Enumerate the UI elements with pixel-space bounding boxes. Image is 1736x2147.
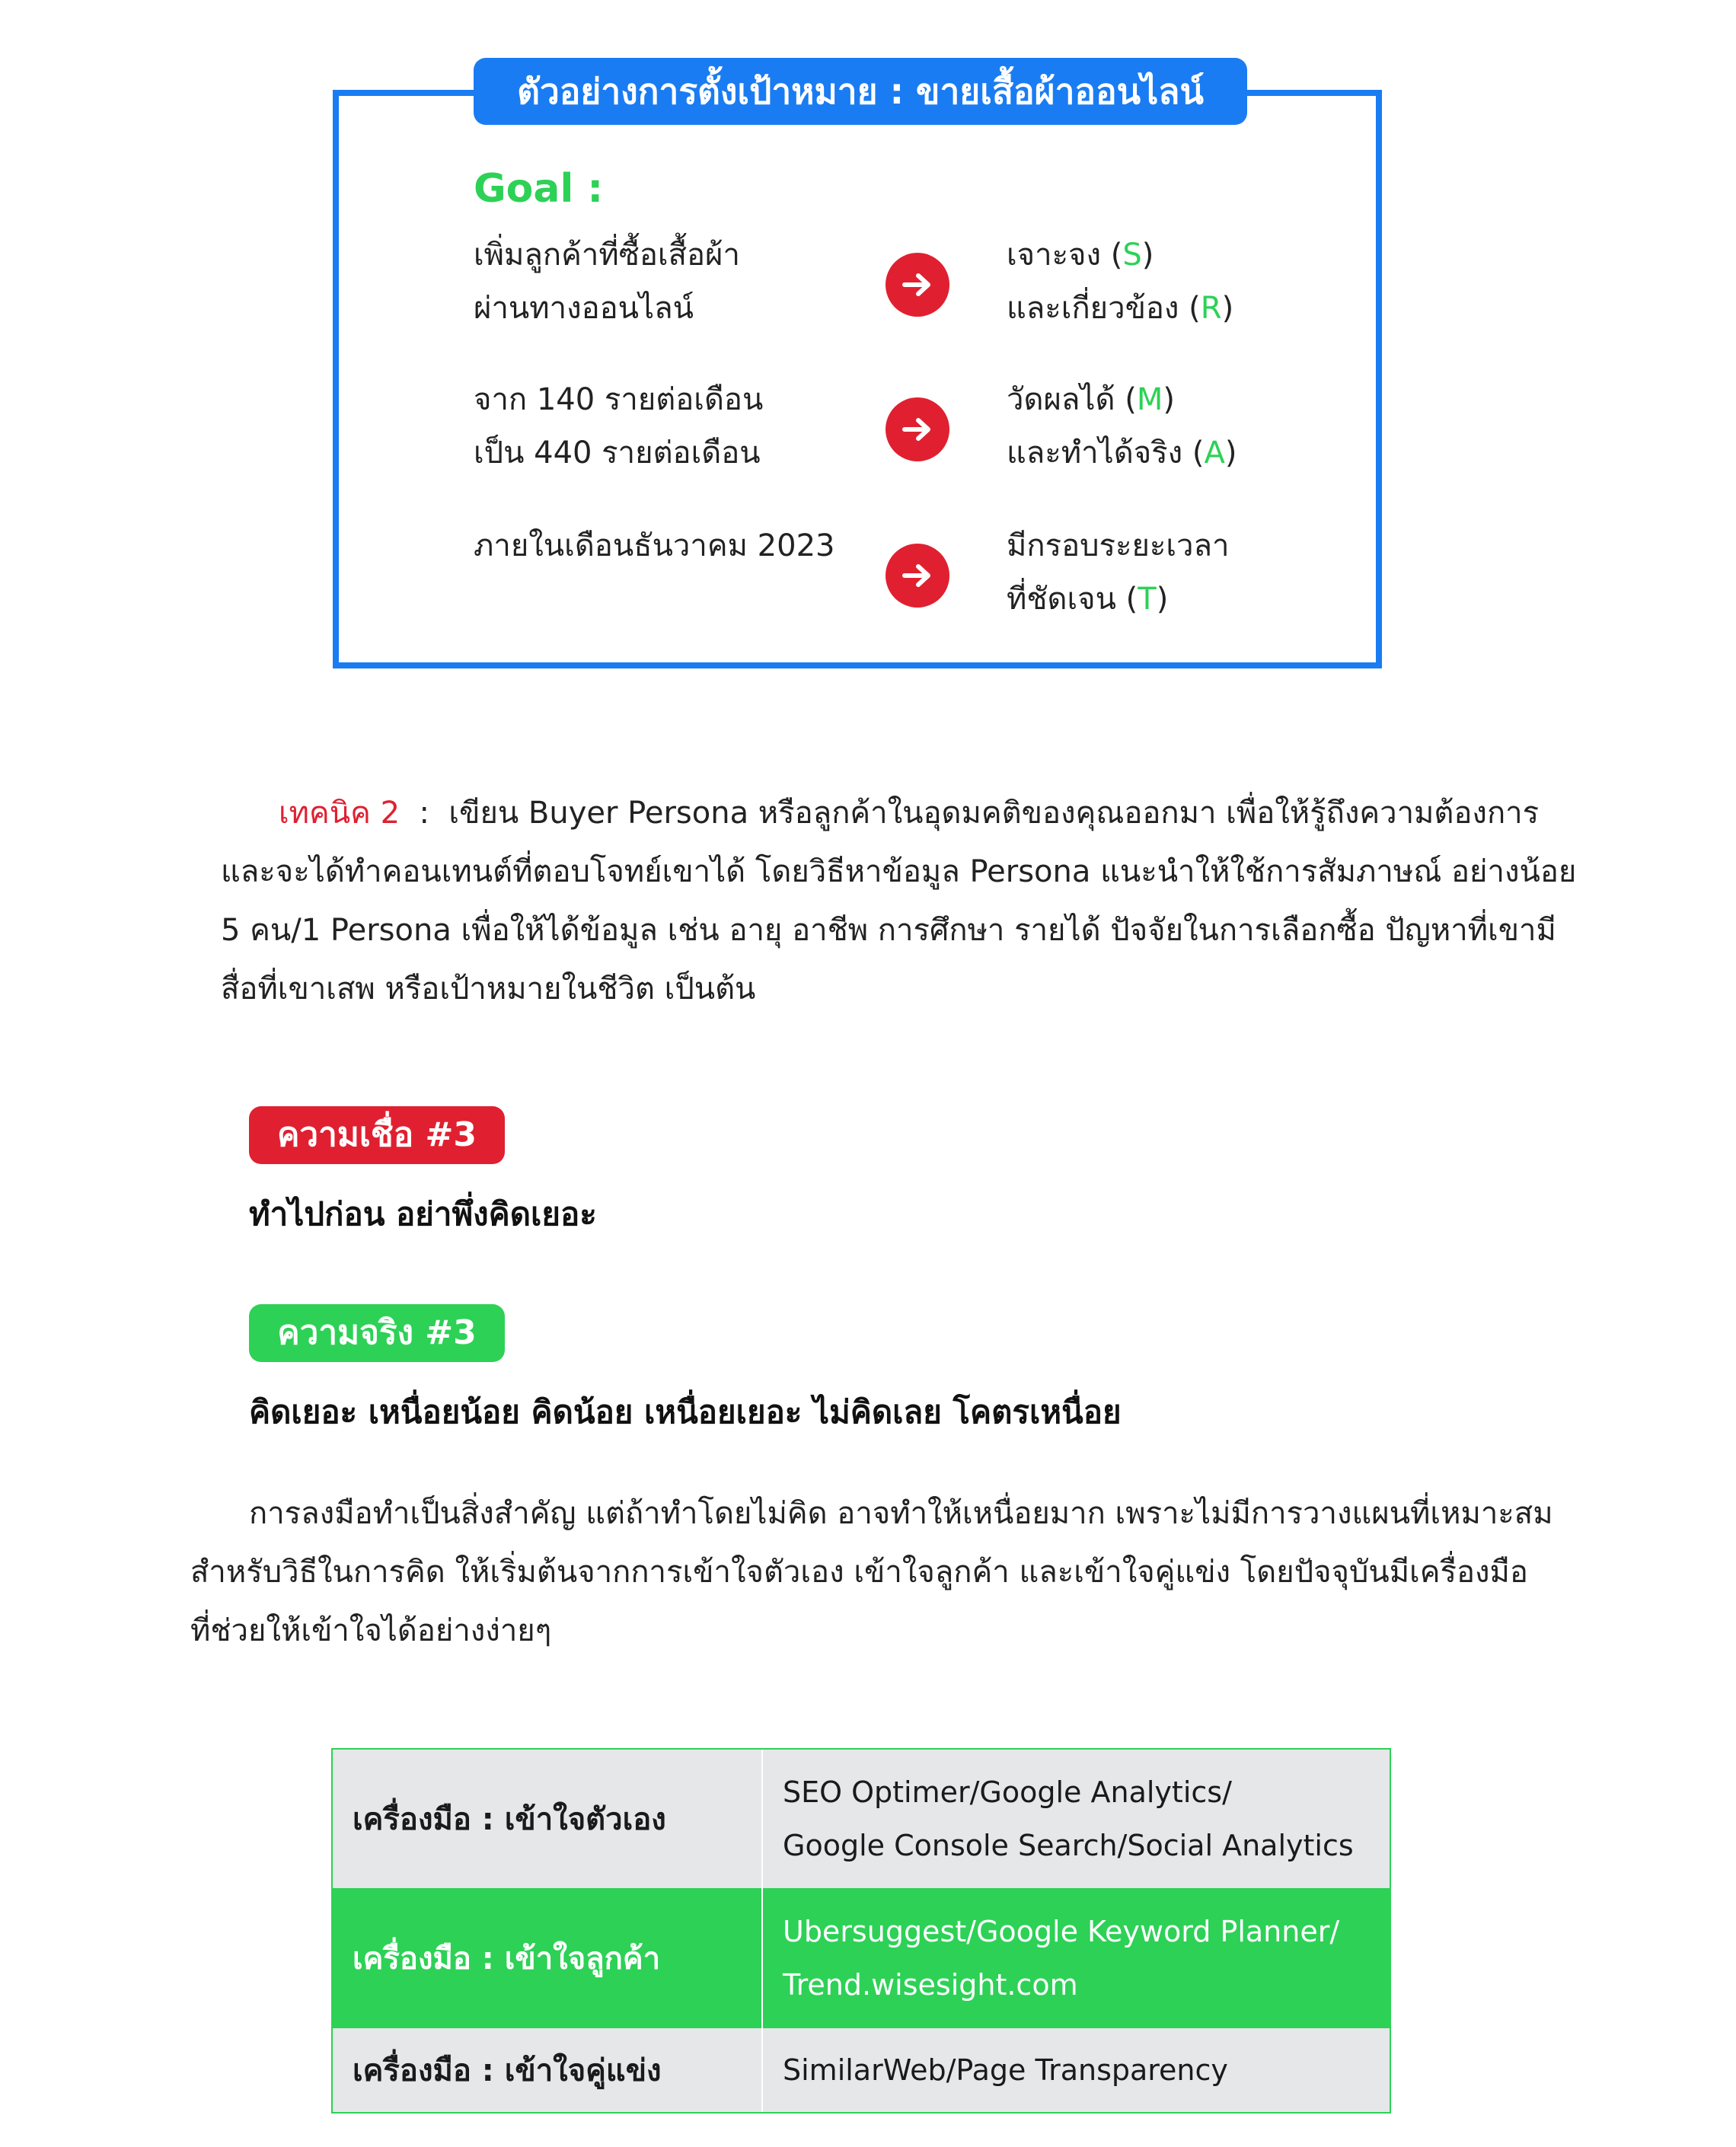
tool-category: เครื่องมือ : เข้าใจคู่แข่ง [333,2028,763,2112]
smart-letter: S [1122,238,1142,273]
smart-criterion: และเกี่ยวข้อง (R) [1007,291,1234,326]
technique-line-1: เทคนิค 2 : เขียน Buyer Persona หรือลูกค้าในอุดมคติของคุณออกมา เพื่อให้รู้ถึงความต้องการ [279,796,1540,831]
thinking-paragraph [190,1485,1553,1660]
goal-row-1-left-line-2: ผ่านทางออนไลน์ [474,291,694,326]
goal-row-1-left-line-1: เพิ่มลูกค้าที่ซื้อเสื้อผ้า [474,238,740,273]
arrow-right-icon [886,253,949,317]
goal-row-3-right [1007,519,1229,626]
belief-badge: ความเชื่อ #3 [249,1106,505,1164]
belief-text: ทำไปก่อน อย่าพึ่งคิดเยอะ [249,1195,597,1233]
table-row [333,1888,1390,2028]
thinking-line-1: การลงมือทำเป็นสิ่งสำคัญ แต่ถ้าทำโดยไม่คิด อาจทำให้เหนื่อยมาก เพราะไม่มีการวางแผนที่เหมาะสม [249,1496,1553,1531]
goal-row-2-right [1007,373,1237,480]
table-row [333,1750,1390,1888]
thinking-line-3: ที่ช่วยให้เข้าใจได้อย่างง่ายๆ [190,1613,552,1648]
table-row [333,2028,1390,2112]
tool-list: SimilarWeb/Page Transparency [783,2053,1228,2087]
goal-row-2-left-line-1: จาก 140 รายต่อเดือน [474,382,764,417]
smart-criterion: และทำได้จริง (A) [1007,435,1237,471]
goal-row-3-left [474,519,834,573]
smart-criterion: วัดผลได้ (M) [1007,382,1175,417]
smart-letter: A [1204,435,1225,471]
tool-category: เครื่องมือ : เข้าใจตัวเอง [333,1750,763,1888]
technique-line-3: 5 คน/1 Persona เพื่อให้ได้ข้อมูล เช่น อายุ อาชีพ การศึกษา รายได้ ปัจจัยในการเลือกซื้อ ปัญหาที่เขามี [221,913,1556,948]
goal-row-2-left [474,373,763,480]
truth-text: คิดเยอะ เหนื่อยน้อย คิดน้อย เหนื่อยเยอะ ไม่คิดเลย โคตรเหนื่อย [249,1393,1122,1431]
smart-letter: M [1136,382,1163,417]
goal-row-2-left-line-2: เป็น 440 รายต่อเดือน [474,435,761,471]
technique-line-4: สื่อที่เขาเสพ หรือเป้าหมายในชีวิต เป็นต้น [221,971,756,1007]
smart-letter: T [1138,582,1157,617]
tool-list: SEO Optimer/Google Analytics/ Google Console Search/Social Analytics [783,1775,1354,1862]
arrow-right-icon [886,544,949,608]
tools-table [331,1748,1391,2114]
truth-badge: ความจริง #3 [249,1304,505,1362]
smart-criterion: ที่ชัดเจน (T) [1007,582,1169,617]
tool-category: เครื่องมือ : เข้าใจลูกค้า [333,1888,763,2028]
smart-letter: R [1200,291,1222,326]
technique-line-2: และจะได้ทำคอนเทนต์ที่ตอบโจทย์เขาได้ โดยวิธีหาข้อมูล Persona แนะนำให้ใช้การสัมภาษณ์ อย่างน้อย [221,854,1577,889]
technique-paragraph [221,784,1576,1019]
smart-criterion: เจาะจง (S) [1007,238,1154,273]
goal-row-1-right [1007,228,1233,335]
goal-label: Goal : [474,166,604,212]
goal-box-header: ตัวอย่างการตั้งเป้าหมาย : ขายเสื้อผ้าออนไลน์ [474,58,1247,125]
thinking-line-2: สำหรับวิธีในการคิด ให้เริ่มต้นจากการเข้าใจตัวเอง เข้าใจลูกค้า และเข้าใจคู่แข่ง โดยปัจจุบันมีเครื่องมือ [190,1555,1528,1590]
goal-row-3-left-line-1: ภายในเดือนธันวาคม 2023 [474,528,835,563]
technique-label: เทคนิค 2 [279,796,400,831]
goal-row-1-left [474,228,740,335]
smart-criterion: มีกรอบระยะเวลา [1007,528,1230,563]
tool-list: Ubersuggest/Google Keyword Planner/ Trend.wisesight.com [783,1915,1340,2002]
arrow-right-icon [886,397,949,461]
